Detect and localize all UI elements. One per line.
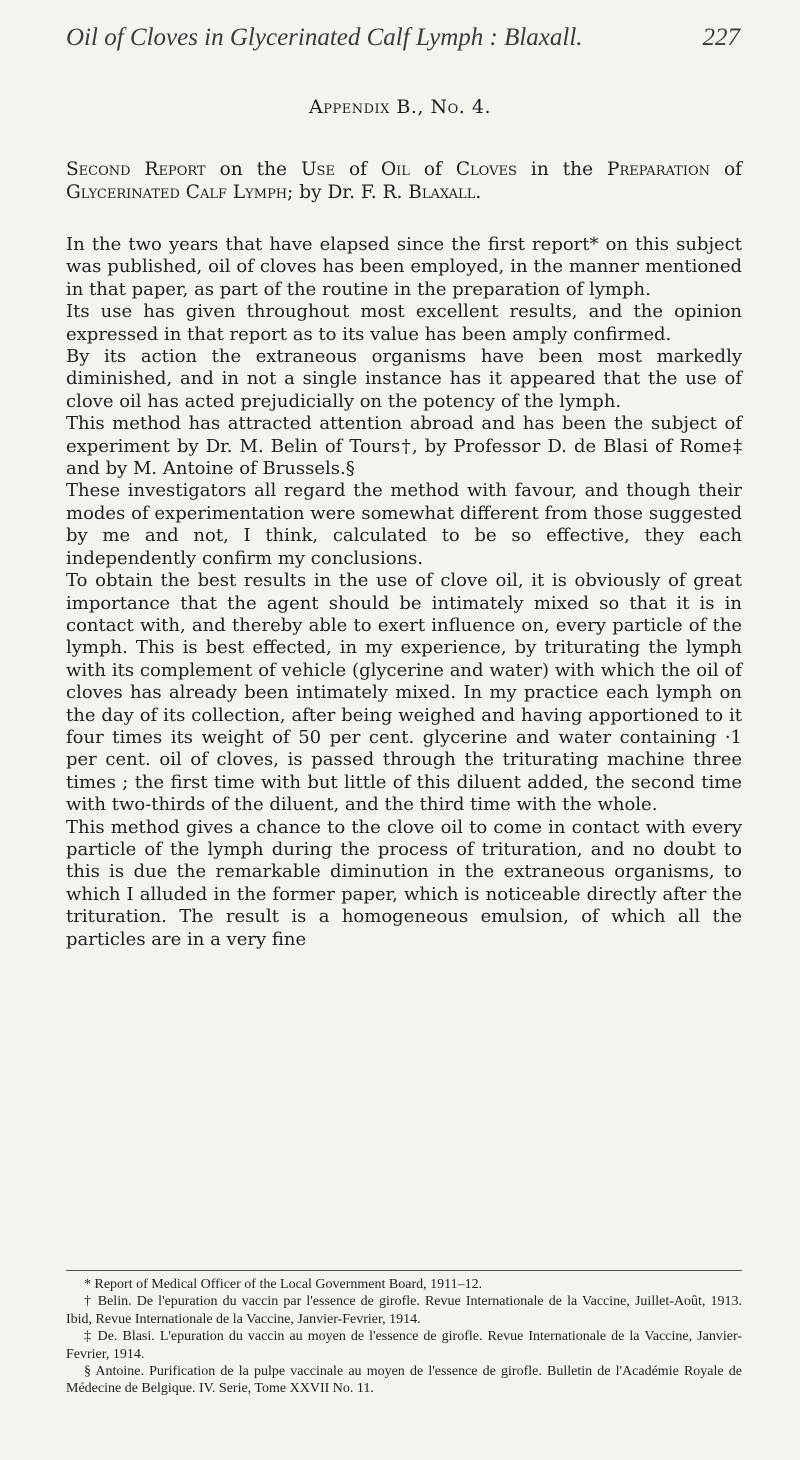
body-paragraph: To obtain the best results in the use of clove oil, it is obviously of great importance that the agent should be intimately mixed so that it is in contact with, and thereby able to exert influence on, every particle of the lymph. This is best effected, in my experience, by triturating the lymph with its complement of vehicle (glycerine and water) with which the oil of cloves has already been intimately mixed. In my practice each lymph on the day of its collection, after being weighed and having apportioned to it four times its weight of 50 per cent. glycerine and water containing ·1 per cent. oil of cloves, is passed through the triturating machine three times ; the first time with but little of this diluent added, the second time with two-thirds of the diluent, and the third time with the whole. — [66, 570, 742, 816]
report-title-part: Use — [300, 159, 335, 180]
report-title-part: on the — [219, 159, 287, 180]
body-paragraph: This method gives a chance to the clove oil to come in contact with every particle of the lymph during the process of trituration, and no doubt to this is due the remarkable diminution in the extraneous organisms, to which I alluded in the former paper, which is noticeable directly after the trituration. The result is a homogeneous emulsion, of which all the particles are in a very fine — [66, 816, 742, 950]
footnote: * Report of Medical Officer of the Local Government Board, 1911–12. — [84, 1277, 483, 1292]
appendix-heading: Appendix B., No. 4. — [308, 96, 491, 118]
report-title-part: of — [423, 159, 442, 180]
report-title-part: Cloves — [455, 159, 517, 180]
report-body — [66, 234, 742, 951]
footnotes — [66, 1276, 742, 1398]
report-title-part: Preparation — [607, 159, 711, 180]
report-title-part: Blaxall. — [408, 182, 482, 203]
report-title — [66, 158, 742, 204]
report-title-part: Glycerinated Calf Lymph — [66, 182, 288, 203]
page-number: 227 — [702, 24, 740, 51]
report-title-part: of — [724, 159, 743, 180]
body-paragraph: Its use has given throughout most excellent results, and the opinion expressed in that report as to its value has been amply confirmed. — [66, 301, 742, 345]
footnote-divider — [66, 1270, 742, 1271]
body-paragraph: These investigators all regard the method with favour, and though their modes of experimentation were somewhat different from those suggested by me and not, I think, calculated to be so effective, they each independently confirm my conclusions. — [66, 480, 742, 569]
footnote: † Belin. De l'epuration du vaccin par l'essence de girofle. Revue Internationale de la Vaccine, Juillet-Août, 1913. Ibid, Revue Internationale de la Vaccine, Janvier-Fevrier, 1914. — [66, 1294, 742, 1327]
body-paragraph: By its action the extraneous organisms have been most markedly diminished, and in not a single instance has it appeared that the use of clove oil has acted prejudicially on the potency of the lymph. — [66, 346, 742, 412]
body-paragraph: In the two years that have elapsed since the first report* on this subject was published, oil of cloves has been employed, in the manner mentioned in that paper, as part of the routine in the preparation of lymph. — [66, 234, 742, 300]
footnote: § Antoine. Purification de la pulpe vaccinale au moyen de l'essence de girofle. Bulletin de l'Académie Royale de Médecine de Belgique. IV. Serie, Tome XXVII No. 11. — [66, 1364, 742, 1397]
report-title-part: in the — [530, 159, 594, 180]
report-title-part: ; by Dr. F. R. — [287, 182, 403, 203]
report-title-part: of — [348, 159, 367, 180]
body-paragraph: This method has attracted attention abroad and has been the subject of experiment by Dr. M. Belin of Tours†, by Professor D. de Blasi of Rome‡ and by M. Antoine of Brussels.§ — [66, 413, 742, 480]
report-title-part: Second Report — [66, 159, 206, 180]
running-head — [66, 24, 740, 60]
running-head-title: Oil of Cloves in Glycerinated Calf Lymph : Blaxall. — [66, 24, 583, 51]
footnote: ‡ De. Blasi. L'epuration du vaccin au moyen de l'essence de girofle. Revue Internationale de la Vaccine, Janvier-Fevrier, 1914. — [66, 1329, 742, 1362]
report-title-part: Oil — [380, 159, 410, 180]
